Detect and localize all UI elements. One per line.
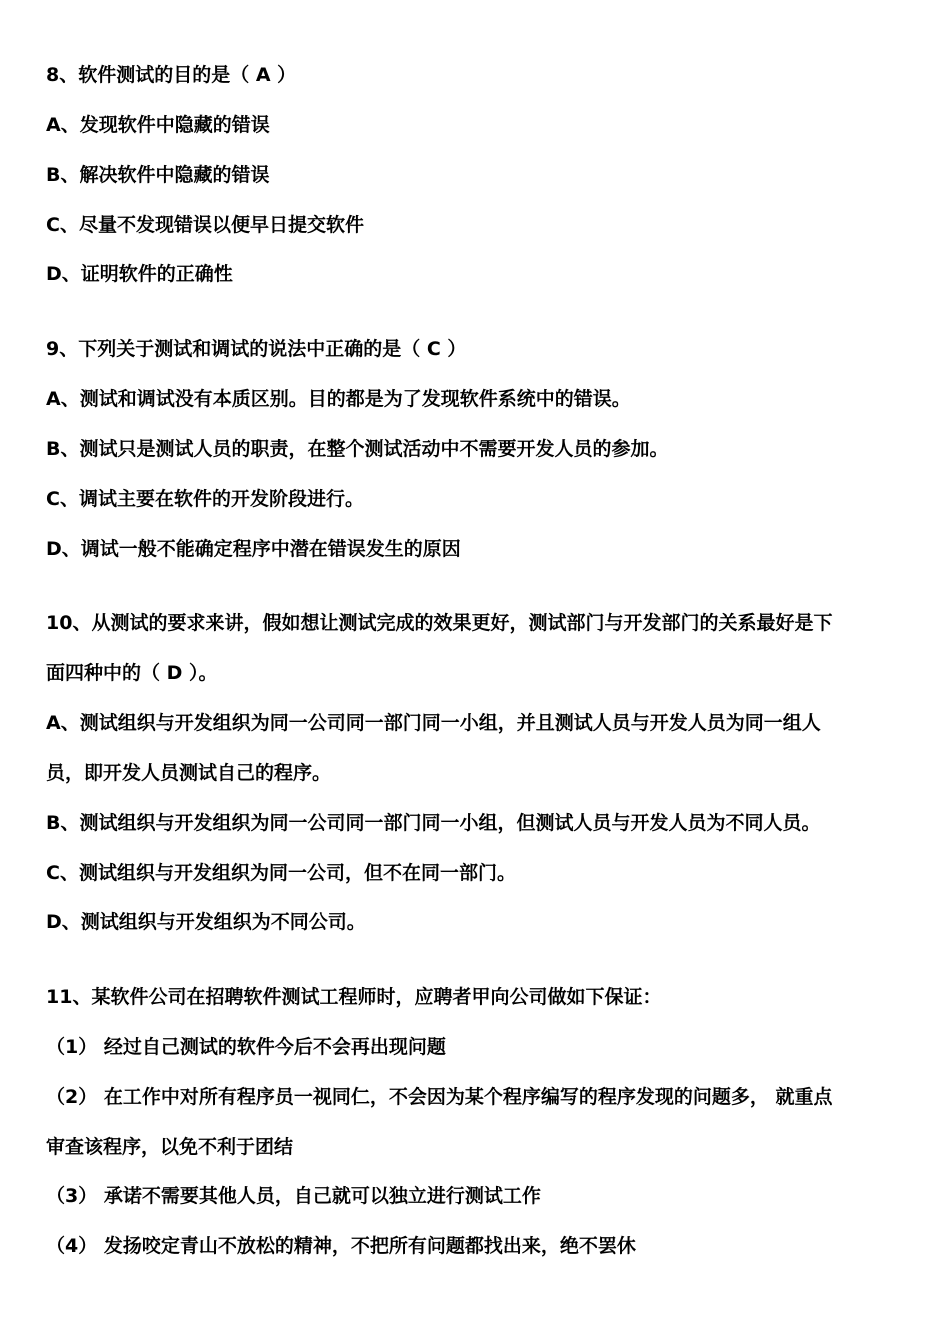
question-8-option-b: B、解决软件中隐藏的错误 xyxy=(46,164,270,186)
question-10-option-c: C、测试组织与开发组织为同一公司，但不在同一部门。 xyxy=(46,862,516,884)
question-9-option-b: B、测试只是测试人员的职责，在整个测试活动中不需要开发人员的参加。 xyxy=(46,438,669,460)
question-10-line-2: 面四种中的（ D ）。 xyxy=(46,662,218,684)
question-10-option-d: D、测试组织与开发组织为不同公司。 xyxy=(46,911,366,933)
question-9: 9、下列关于测试和调试的说法中正确的是（ C ） xyxy=(46,338,467,360)
question-10-option-a-line-1: A、测试组织与开发组织为同一公司同一部门同一小组，并且测试人员与开发人员为同一组人 xyxy=(46,712,821,734)
question-10-option-a-line-2: 员，即开发人员测试自己的程序。 xyxy=(46,762,332,784)
question-8-option-d: D、证明软件的正确性 xyxy=(46,263,233,285)
question-11-item-3: （3） 承诺不需要其他人员，自己就可以独立进行测试工作 xyxy=(46,1185,541,1207)
question-9-option-a: A、测试和调试没有本质区别。目的都是为了发现软件系统中的错误。 xyxy=(46,388,631,410)
question-11-item-2-line-2: 审查该程序，以免不利于团结 xyxy=(46,1136,294,1158)
question-9-option-c: C、调试主要在软件的开发阶段进行。 xyxy=(46,488,364,510)
question-8-option-c: C、尽量不发现错误以便早日提交软件 xyxy=(46,214,364,236)
question-11-item-2-line-1: （2） 在工作中对所有程序员一视同仁，不会因为某个程序编写的程序发现的问题多， 就重点 xyxy=(46,1086,833,1108)
question-8-option-a: A、发现软件中隐藏的错误 xyxy=(46,114,270,136)
question-9-option-d: D、调试一般不能确定程序中潜在错误发生的原因 xyxy=(46,538,461,560)
question-11-item-1: （1） 经过自己测试的软件今后不会再出现问题 xyxy=(46,1036,446,1058)
question-10-line-1: 10、从测试的要求来讲，假如想让测试完成的效果更好，测试部门与开发部门的关系最好是下 xyxy=(46,612,833,634)
question-11: 11、某软件公司在招聘软件测试工程师时，应聘者甲向公司做如下保证： xyxy=(46,986,662,1008)
question-10-option-b: B、测试组织与开发组织为同一公司同一部门同一小组，但测试人员与开发人员为不同人员。 xyxy=(46,812,821,834)
question-11-item-4: （4） 发扬咬定青山不放松的精神，不把所有问题都找出来，绝不罢休 xyxy=(46,1235,636,1257)
question-8: 8、软件测试的目的是（ A ） xyxy=(46,64,297,86)
